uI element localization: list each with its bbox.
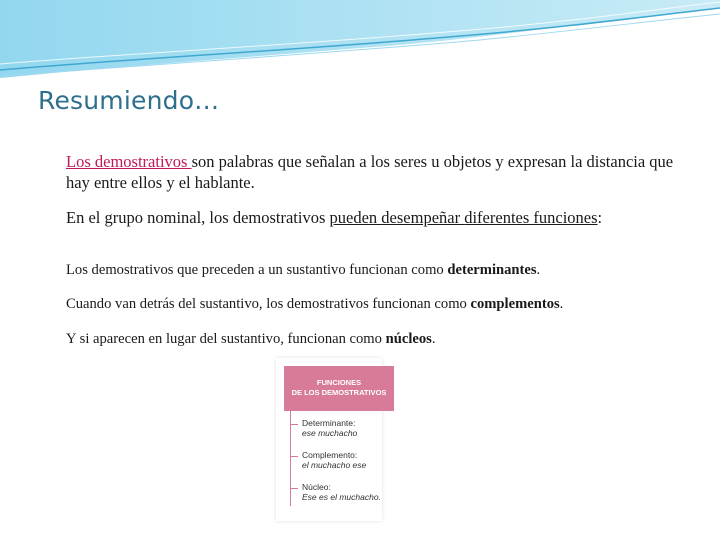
figure-item-nucleo (302, 482, 381, 502)
sub-bullet-text: Y si aparecen en lugar del sustantivo, funcionan como (66, 331, 386, 347)
sub-bullet-text: Cuando van detrás del sustantivo, los demostrativos funcionan como (66, 296, 471, 312)
figure-item-determinante (302, 418, 357, 438)
figure-item-example: ese muchacho (302, 428, 358, 438)
figure-heading-line1: FUNCIONES (316, 378, 362, 387)
highlight-term: Los demostrativos (66, 152, 192, 171)
figure-heading-line2: DE LOS DEMOSTRATIVOS (291, 388, 387, 397)
figure-item-label: Determinante: (302, 418, 356, 428)
bullet-grupo-nominal (46, 207, 674, 228)
figure-item-example: Ese es el muchacho. (302, 492, 381, 502)
sub-bullet-text: Los demostrativos que preceden a un sustantivo funcionan como (66, 262, 448, 278)
sub-bullet-end: . (536, 262, 541, 278)
sub-bullet-end: . (559, 296, 564, 312)
figure-item-label: Núcleo: (302, 482, 331, 492)
bullet-text-rest: son palabras que señalan a los seres u objetos y expresan la distancia que hay entre ellos y el hablante. (66, 152, 674, 192)
figure-tick (290, 424, 298, 425)
figure-tick (290, 488, 298, 489)
underlined-word-desempenar: desempeñar (381, 208, 465, 227)
sub-bullet-strong: complementos (470, 296, 560, 312)
header-wave-decoration (0, 0, 720, 90)
sub-bullet-nucleos (66, 331, 706, 348)
figure-vertical-rule (290, 411, 291, 506)
sub-bullet-strong: determinantes (447, 262, 537, 278)
bullet-text (46, 151, 674, 193)
sub-bullet-determinantes (66, 262, 706, 279)
slide-title: Resumiendo… (38, 86, 220, 115)
sub-bullet-strong: núcleos (385, 331, 432, 347)
figure-item-example: el muchacho ese (302, 460, 367, 470)
figure-heading (284, 366, 394, 411)
bullet-text-post: : (597, 208, 603, 227)
sub-bullet-end: . (431, 331, 436, 347)
underlined-word-funciones: diferentes funciones (464, 208, 598, 227)
bullet-demonstrativos-definition (46, 151, 674, 193)
underlined-word-pueden: pueden (329, 208, 382, 227)
sub-bullet-complementos (66, 296, 706, 313)
figure-item-label: Complemento: (302, 450, 358, 460)
figure-tick (290, 456, 298, 457)
bullet-text-pre: En el grupo nominal, los demostrativos (66, 208, 330, 227)
functions-figure (276, 358, 387, 521)
bullet-text (46, 207, 674, 228)
figure-item-complemento (302, 450, 366, 470)
